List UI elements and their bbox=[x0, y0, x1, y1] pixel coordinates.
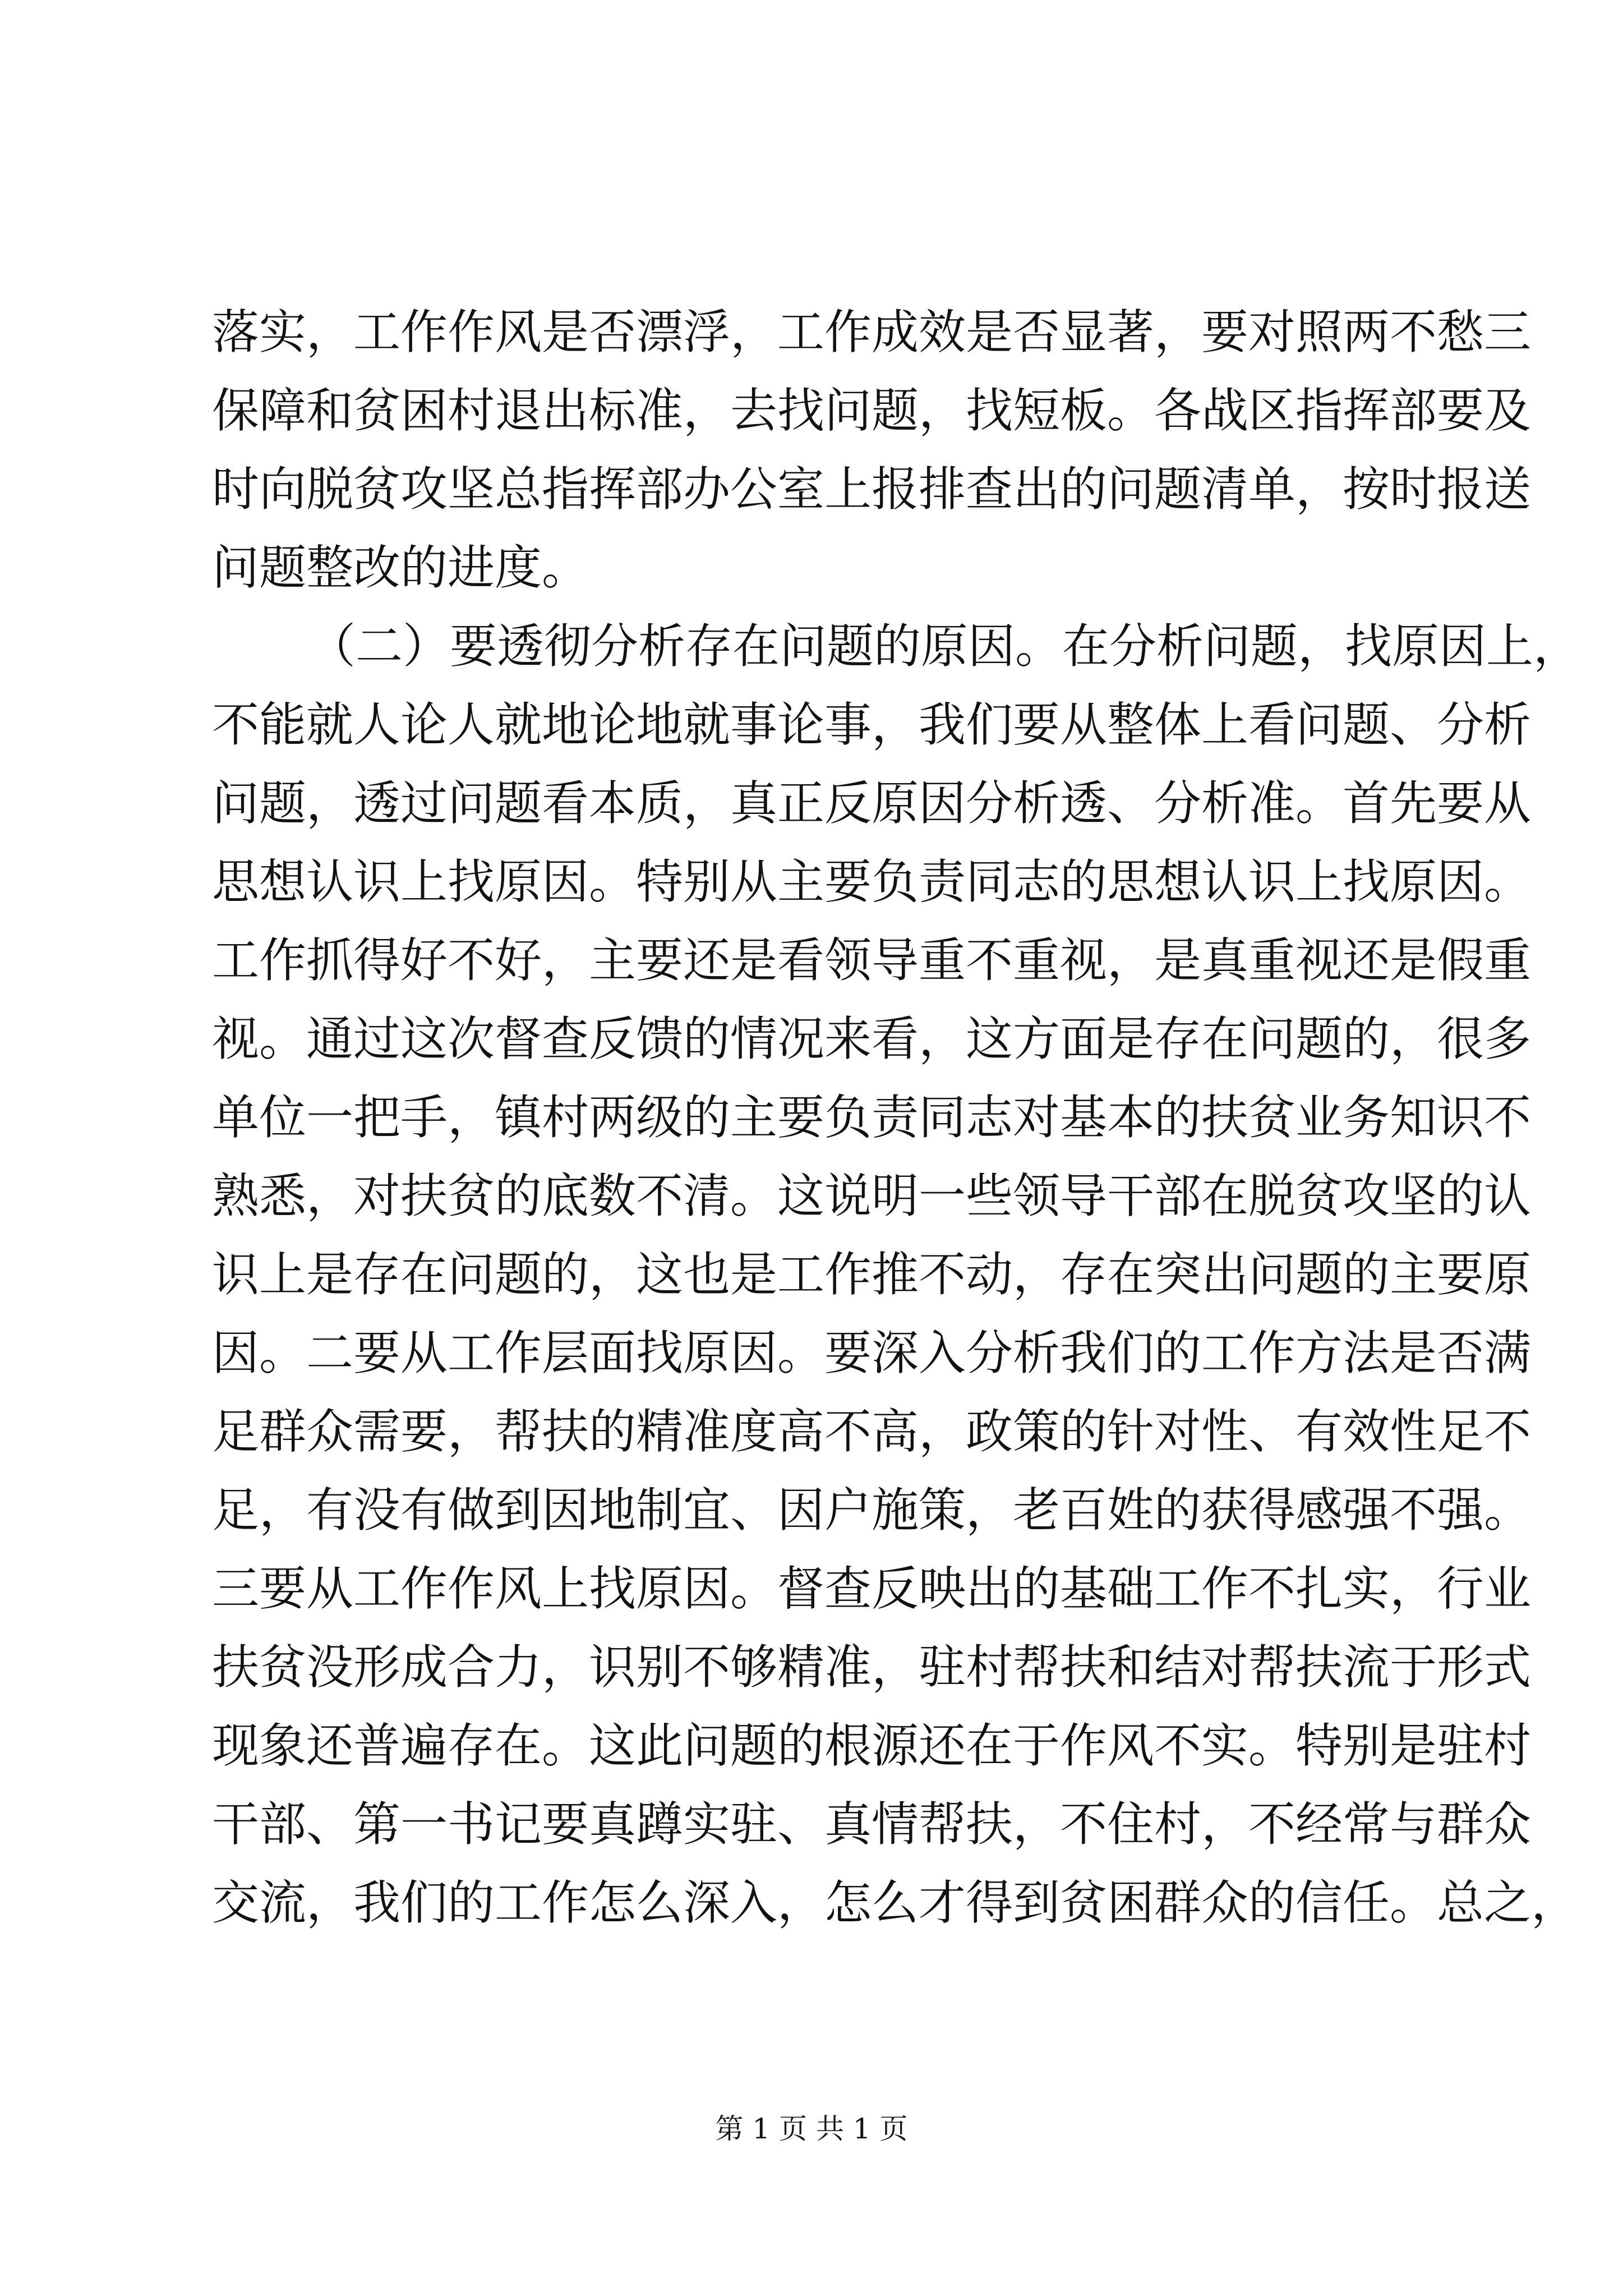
text-line: 交流，我们的工作怎么深入，怎么才得到贫困群众的信任。总之， bbox=[212, 1875, 1579, 1930]
text-line: 视。通过这次督查反馈的情况来看，这方面是存在问题的，很多 bbox=[212, 1011, 1532, 1066]
text-line: 落实，工作作风是否漂浮，工作成效是否显著，要对照两不愁三 bbox=[212, 305, 1532, 360]
page-footer bbox=[0, 2109, 1623, 2148]
text-line: 干部、第一书记要真蹲实驻、真情帮扶，不住村，不经常与群众 bbox=[212, 1797, 1532, 1852]
text-line: 识上是存在问题的，这也是工作推不动，存在突出问题的主要原 bbox=[212, 1247, 1532, 1302]
document-body bbox=[212, 293, 1581, 1942]
text-line: 思想认识上找原因。特别从主要负责同志的思想认识上找原因。 bbox=[212, 854, 1532, 909]
text-line: 足，有没有做到因地制宜、因户施策，老百姓的获得感强不强。 bbox=[212, 1483, 1532, 1538]
text-line: 问题整改的进度。 bbox=[212, 540, 589, 595]
text-line: 足群众需要，帮扶的精准度高不高，政策的针对性、有效性足不 bbox=[212, 1404, 1532, 1459]
text-line: 单位一把手，镇村两级的主要负责同志对基本的扶贫业务知识不 bbox=[212, 1090, 1532, 1145]
text-line: 三要从工作作风上找原因。督查反映出的基础工作不扎实，行业 bbox=[212, 1561, 1532, 1616]
text-line: 时向脱贫攻坚总指挥部办公室上报排查出的问题清单，按时报送 bbox=[212, 462, 1532, 517]
text-line: 熟悉，对扶贫的底数不清。这说明一些领导干部在脱贫攻坚的认 bbox=[212, 1168, 1532, 1223]
text-line: 问题，透过问题看本质，真正反原因分析透、分析准。首先要从 bbox=[212, 776, 1532, 831]
text-line: 因。二要从工作层面找原因。要深入分析我们的工作方法是否满 bbox=[212, 1326, 1532, 1381]
text-line: 保障和贫困村退出标准，去找问题，找短板。各战区指挥部要及 bbox=[212, 383, 1532, 438]
page-number-label: 第 1 页 共 1 页 bbox=[715, 2113, 908, 2145]
text-line: 现象还普遍存在。这此问题的根源还在于作风不实。特别是驻村 bbox=[212, 1718, 1532, 1773]
text-line: 扶贫没形成合力，识别不够精准，驻村帮扶和结对帮扶流于形式 bbox=[212, 1640, 1532, 1695]
text-line: 不能就人论人就地论地就事论事，我们要从整体上看问题、分析 bbox=[212, 697, 1532, 752]
section-heading-line: （二）要透彻分析存在问题的原因。在分析问题，找原因上， bbox=[308, 619, 1581, 674]
text-line: 工作抓得好不好，主要还是看领导重不重视，是真重视还是假重 bbox=[212, 933, 1532, 988]
